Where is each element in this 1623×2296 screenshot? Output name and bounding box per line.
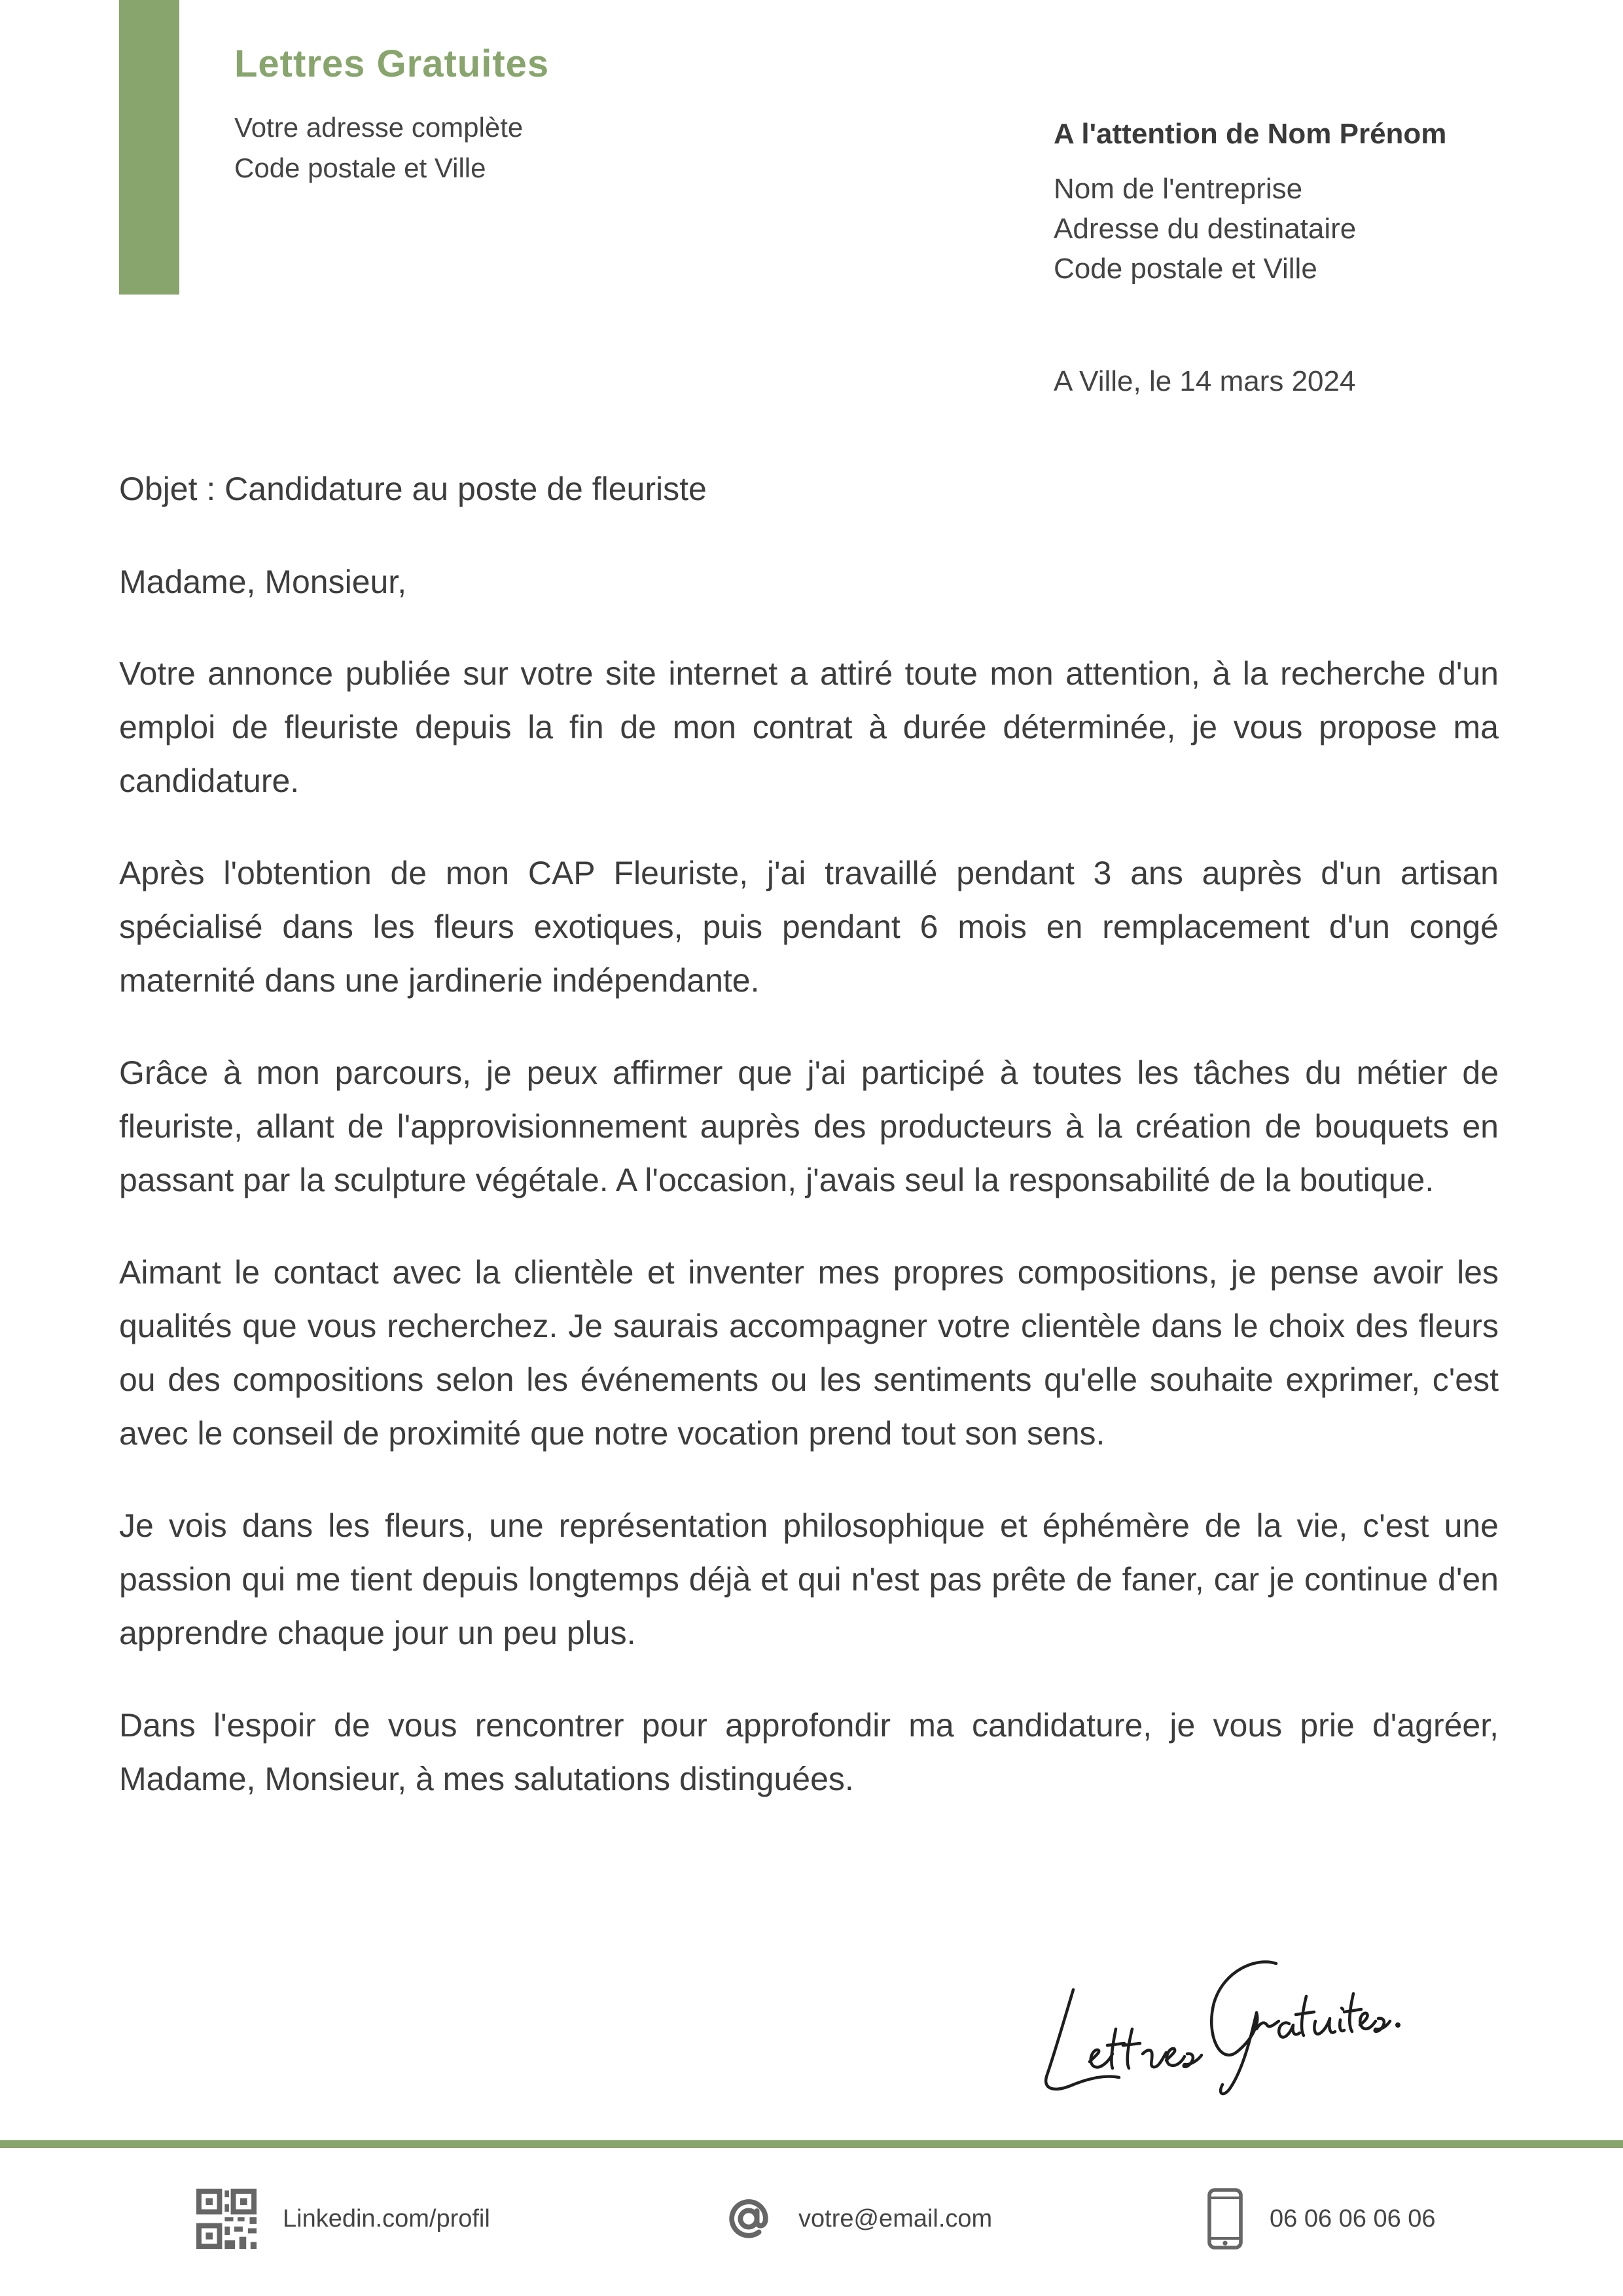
footer-rule [0, 2140, 1623, 2148]
letter-date: A Ville, le 14 mars 2024 [1054, 365, 1356, 397]
recipient-attention: A l'attention de Nom Prénom [1054, 118, 1447, 150]
linkedin-url[interactable]: Linkedin.com/profil [283, 2204, 490, 2233]
footer-email [725, 2186, 992, 2251]
phone-number[interactable]: 06 06 06 06 06 [1270, 2204, 1436, 2233]
sender-name: Lettres Gratuites [234, 43, 550, 85]
letter-subject: Objet : Candidature au poste de fleuriste [119, 471, 707, 507]
recipient-city: Code postale et Ville [1054, 253, 1317, 285]
handwritten-signature [1027, 1937, 1407, 2108]
letter-body [119, 647, 1499, 1844]
recipient-block [1054, 111, 1446, 289]
body-paragraph: Dans l'espoir de vous rencontrer pour approfondir ma candidature, je vous prie d'agréer, Madame, Monsieur, à mes salutations distinguées. [119, 1707, 1499, 1797]
email-address[interactable]: votre@email.com [798, 2204, 993, 2233]
letter-greeting: Madame, Monsieur, [119, 564, 407, 600]
footer-phone [1207, 2186, 1436, 2251]
body-paragraph: Aimant le contact avec la clientèle et inventer mes propres compositions, je pense avoir les qualités que vous recherchez. Je saurais accompagner votre clientèle dans le choix des fleurs ou des compositions selon les événements ou les sentiments qu'elle souhaite exprimer, c'est avec le conseil de proximité que notre vocation prend tout son sens. [119, 1254, 1499, 1452]
recipient-address: Adresse du destinataire [1054, 213, 1357, 245]
body-paragraph: Après l'obtention de mon CAP Fleuriste, j'ai travaillé pendant 3 ans auprès d'un artisan spécialisé dans les fleurs exotiques, puis pendant 6 mois en remplacement d'un congé maternité dans une jardinerie indépendante. [119, 855, 1499, 999]
at-sign-icon [725, 2195, 772, 2242]
recipient-company: Nom de l'entreprise [1054, 173, 1303, 205]
footer-linkedin [196, 2186, 490, 2251]
accent-bar [119, 0, 179, 295]
phone-icon [1207, 2187, 1243, 2250]
body-paragraph: Votre annonce publiée sur votre site internet a attiré toute mon attention, à la recherche d'un emploi de fleuriste depuis la fin de mon contrat à durée déterminée, je vous propose ma candidature. [119, 655, 1499, 799]
qr-code-icon [196, 2189, 257, 2249]
body-paragraph: Grâce à mon parcours, je peux affirmer que j'ai participé à toutes les tâches du métier de fleuriste, allant de l'approvisionnement auprès des producteurs à la création de bouquets en passant par la sculpture végétale. A l'occasion, j'avais seul la responsabilité de la boutique. [119, 1054, 1499, 1198]
sender-city: Code postale et Ville [234, 152, 486, 183]
sender-block [234, 38, 549, 188]
sender-address: Votre adresse complète [234, 112, 524, 143]
body-paragraph: Je vois dans les fleurs, une représentation philosophique et éphémère de la vie, c'est une passion qui me tient depuis longtemps déjà et qui n'est pas prête de faner, car je continue d'en apprendre chaque jour un peu plus. [119, 1507, 1499, 1651]
